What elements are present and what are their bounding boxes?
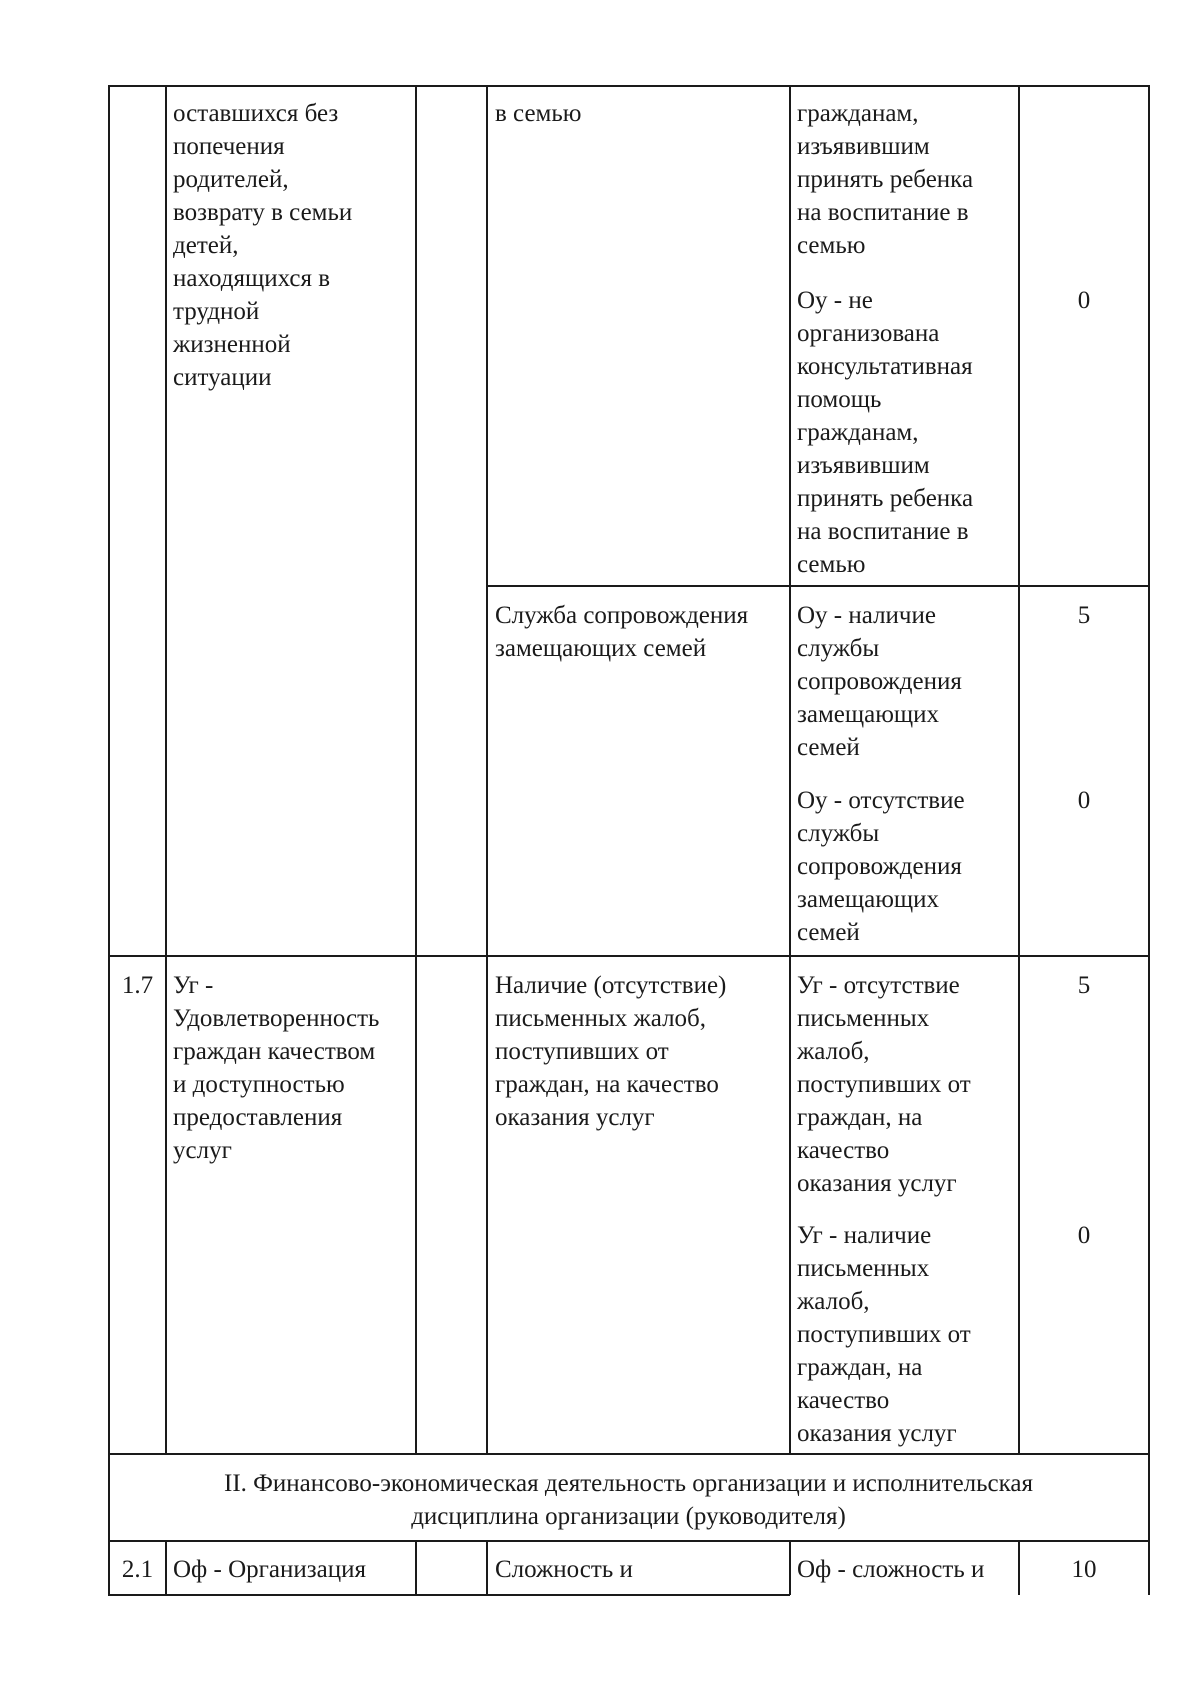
option-text: Уг - отсутствие письменных жалоб, поступивших от граждан, на качество оказания услуг — [797, 972, 971, 1197]
criterion-text: Наличие (отсутствие) письменных жалоб, поступивших от граждан, на качество оказания услуг — [495, 972, 727, 1131]
table-border-left — [108, 85, 110, 1595]
criterion-text: Сложность и — [495, 1556, 633, 1583]
table-rule — [165, 1540, 167, 1595]
indicator-text: Уг - Удовлетворенность граждан качеством и доступностью предоставления услуг — [173, 972, 380, 1164]
option-score: 0 — [1077, 287, 1091, 314]
option-text: Оф - сложность и — [797, 1556, 985, 1583]
table-rule — [789, 85, 791, 1454]
table-rule — [486, 85, 488, 1454]
table-rule — [415, 85, 417, 1454]
table-rule — [108, 1594, 790, 1596]
table-rule — [1018, 1540, 1020, 1595]
table-rule — [1018, 85, 1020, 1454]
option-text: Уг - наличие письменных жалоб, поступивших от граждан, на качество оказания услуг — [797, 1222, 971, 1447]
option-text: Оу - отсутствие службы сопровождения замещающих семей — [797, 787, 965, 946]
option-text: гражданам, изъявившим принять ребенка на воспитание в семью — [797, 100, 974, 259]
row-number: 1.7 — [121, 972, 154, 999]
table-rule — [415, 1540, 417, 1595]
option-score: 0 — [1077, 1222, 1091, 1249]
table-rule — [486, 585, 1150, 587]
row-number: 2.1 — [121, 1556, 154, 1583]
option-text: Оу - не организована консультативная помощь гражданам, изъявившим принять ребенка на воспитание в семью — [797, 287, 974, 578]
table-rule — [486, 1540, 488, 1595]
option-text: Оу - наличие службы сопровождения замещающих семей — [797, 602, 962, 761]
table-border-top — [108, 85, 1150, 87]
option-score: 5 — [1077, 602, 1091, 629]
table-rule — [108, 1453, 1150, 1455]
criterion-text: Служба сопровождения замещающих семей — [495, 602, 749, 662]
option-score: 10 — [1071, 1556, 1097, 1583]
table-rule — [108, 1540, 1150, 1542]
table-rule — [108, 955, 1150, 957]
section-header: II. Финансово-экономическая деятельность организации и исполнительская дисциплина организации (руководителя) — [224, 1470, 1033, 1530]
option-score: 0 — [1077, 787, 1091, 814]
criterion-text: в семью — [495, 100, 582, 127]
indicator-text: оставшихся без попечения родителей, возврату в семьи детей, находящихся в трудной жизненной ситуации — [173, 100, 353, 391]
table-border-right — [1148, 85, 1150, 1595]
option-score: 5 — [1077, 972, 1091, 999]
table-rule — [789, 1540, 791, 1595]
table-rule — [165, 85, 167, 1454]
indicator-text: Оф - Организация — [173, 1556, 366, 1583]
